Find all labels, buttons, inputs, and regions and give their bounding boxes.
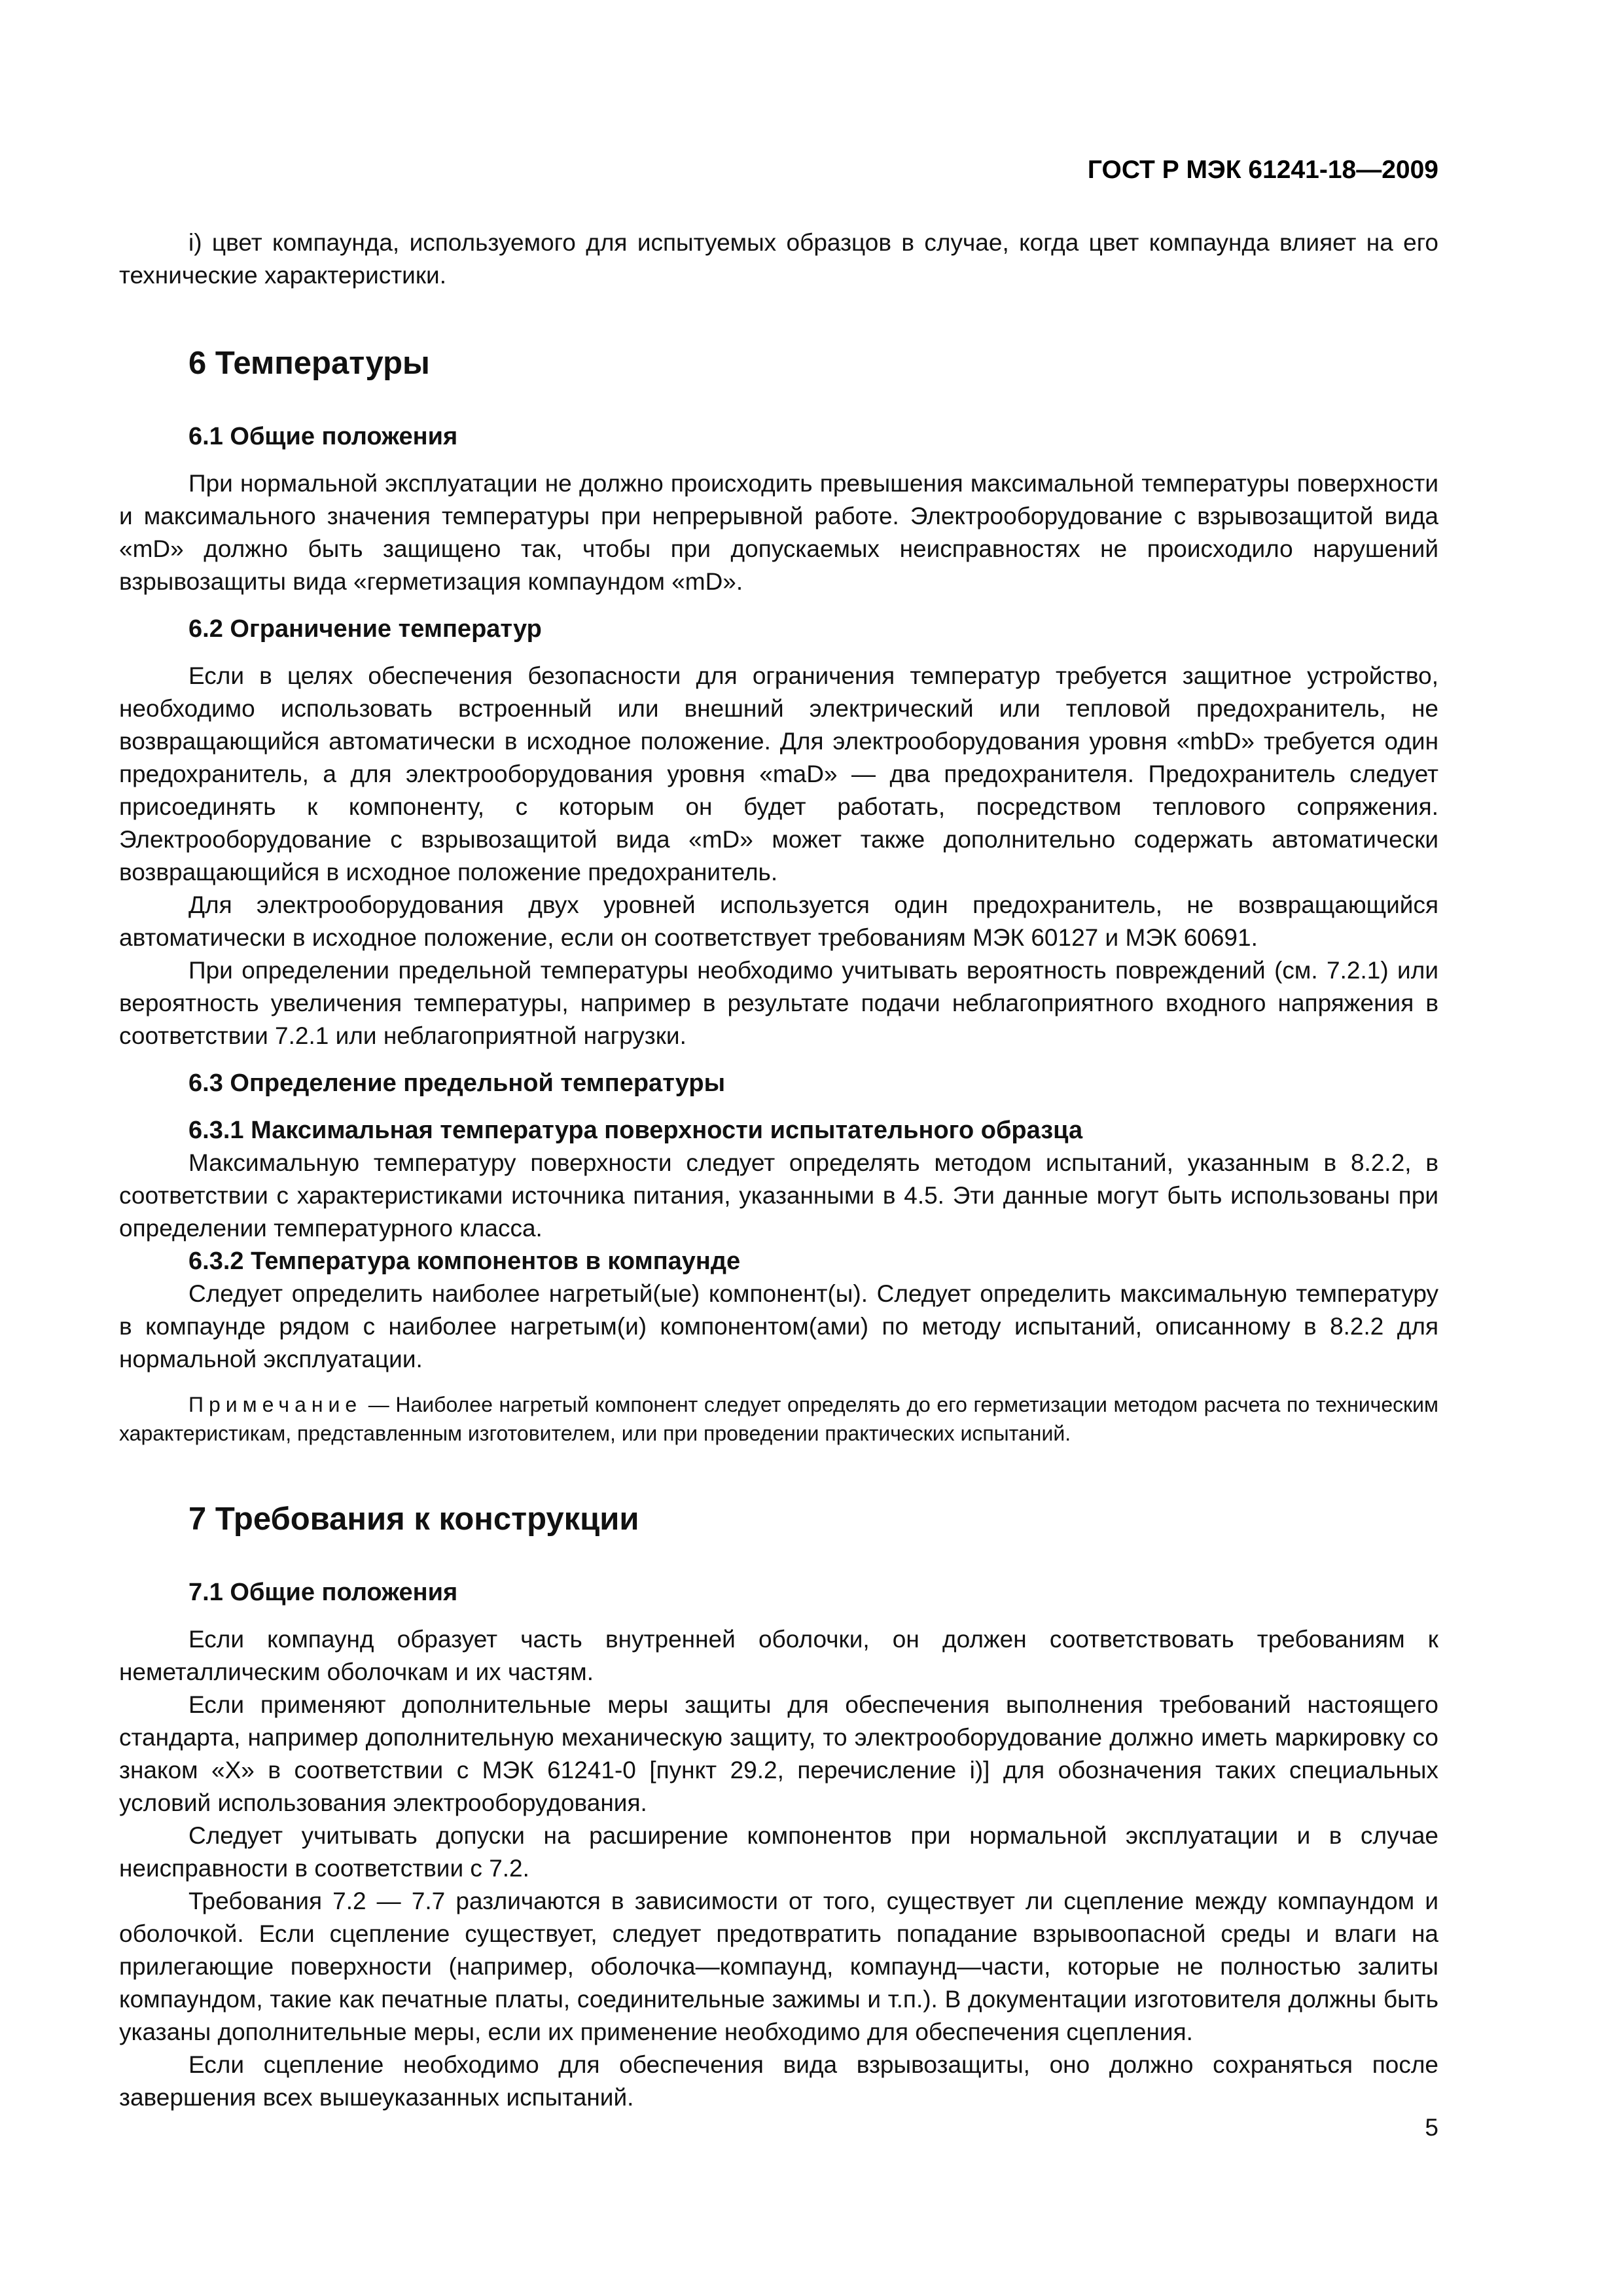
note-label: Примечание <box>188 1393 363 1416</box>
section-6-3-1-paragraph: Максимальную температуру поверхности следует определять методом испытаний, указанным в 8.2.2, в соответствии с характеристиками источника питания, указанными в 4.5. Эти данные могут быть использованы при определении температурного класса. <box>119 1149 1438 1242</box>
note-paragraph <box>119 1390 1438 1448</box>
page-number: 5 <box>1425 2114 1438 2141</box>
section-6-heading: 6 Температуры <box>188 346 430 381</box>
section-7-1-paragraph-5: Если сцепление необходимо для обеспечения вида взрывозащиты, оно должно сохраняться после завершения всех вышеуказанных испытаний. <box>119 2051 1438 2111</box>
section-6-3-1-heading: 6.3.1 Максимальная температура поверхности испытательного образца <box>188 1117 1083 1144</box>
section-7-1-heading: 7.1 Общие положения <box>188 1579 458 1606</box>
intro-paragraph: i) цвет компаунда, используемого для испытуемых образцов в случае, когда цвет компаунда влияет на его технические характеристики. <box>119 229 1438 289</box>
section-6-1-heading: 6.1 Общие положения <box>188 423 458 450</box>
section-6-2-paragraph-1: Если в целях обеспечения безопасности для ограничения температур требуется защитное устройство, необходимо использовать встроенный или внешний электрический или тепловой предохранитель, не возвращающийся автоматически в исходное положение. Для электрооборудования уровня «mbD» требуется один предохранитель, а для электрооборудования уровня «maD» — два предохранителя. Предохранитель следует присоединять к компоненту, с которым он будет работать, посредством теплового сопряжения. Электрооборудование с взрывозащитой вида «mD» может также дополнительно содержать автоматически возвращающийся в исходное положение предохранитель. <box>119 662 1438 886</box>
section-7-1-paragraph-2: Если применяют дополнительные меры защиты для обеспечения выполнения требований настоящего стандарта, например дополнительную механическую защиту, то электрооборудование должно иметь маркировку со знаком «X» в соответствии с МЭК 61241-0 [пункт 29.2, перечисление i)] для обозначения таких специальных условий использования электрооборудования. <box>119 1691 1438 1816</box>
section-7-1-paragraph-3: Следует учитывать допуски на расширение компонентов при нормальной эксплуатации и в случае неисправности в соответствии с 7.2. <box>119 1822 1438 1882</box>
page-body <box>119 156 1438 2114</box>
section-6-3-2-paragraph: Следует определить наиболее нагретый(ые) компонент(ы). Следует определить максимальную температуру в компаунде рядом с наиболее нагретым(и) компонентом(ами) по методу испытаний, описанному в 8.2.2 для нормальной эксплуатации. <box>119 1280 1438 1372</box>
section-6-1-paragraph-1: При нормальной эксплуатации не должно происходить превышения максимальной температуры поверхности и максимального значения температуры при непрерывной работе. Электрооборудование с взрывозащитой вида «mD» должно быть защищено так, чтобы при допускаемых неисправностях не происходило нарушений взрывозащиты вида «герметизация компаундом «mD». <box>119 470 1438 595</box>
section-7-heading: 7 Требования к конструкции <box>188 1501 639 1537</box>
section-6-2-paragraph-3: При определении предельной температуры необходимо учитывать вероятность повреждений (см. 7.2.1) или вероятность увеличения температуры, например в результате подачи неблагоприятного входного напряжения в соответствии 7.2.1 или неблагоприятной нагрузки. <box>119 957 1438 1049</box>
section-6-3-heading: 6.3 Определение предельной температуры <box>188 1069 726 1097</box>
section-6-2-paragraph-2: Для электрооборудования двух уровней используется один предохранитель, не возвращающийся автоматически в исходное положение, если он соответствует требованиям МЭК 60127 и МЭК 60691. <box>119 891 1438 951</box>
document-code-header: ГОСТ Р МЭК 61241-18—2009 <box>1087 156 1438 184</box>
section-7-1-paragraph-4: Требования 7.2 — 7.7 различаются в зависимости от того, существует ли сцепление между компаундом и оболочкой. Если сцепление существует, следует предотвратить попадание взрывоопасной среды и влаги на прилегающие поверхности (например, оболочка—компаунд, компаунд—части, которые не полностью залиты компаундом, такие как печатные платы, соединительные зажимы и т.п.). В документации изготовителя должны быть указаны дополнительные меры, если их применение необходимо для обеспечения сцепления. <box>119 1888 1438 2045</box>
section-6-2-heading: 6.2 Ограничение температур <box>188 615 542 643</box>
note-text: — Наиболее нагретый компонент следует определять до его герметизации методом расчета по техническим характеристикам, представленным изготовителем, или при проведении практических испытаний. <box>119 1393 1438 1445</box>
section-7-1-paragraph-1: Если компаунд образует часть внутренней оболочки, он должен соответствовать требованиям к неметаллическим оболочкам и их частям. <box>119 1626 1438 1685</box>
section-6-3-2-heading: 6.3.2 Температура компонентов в компаунде <box>188 1247 741 1275</box>
